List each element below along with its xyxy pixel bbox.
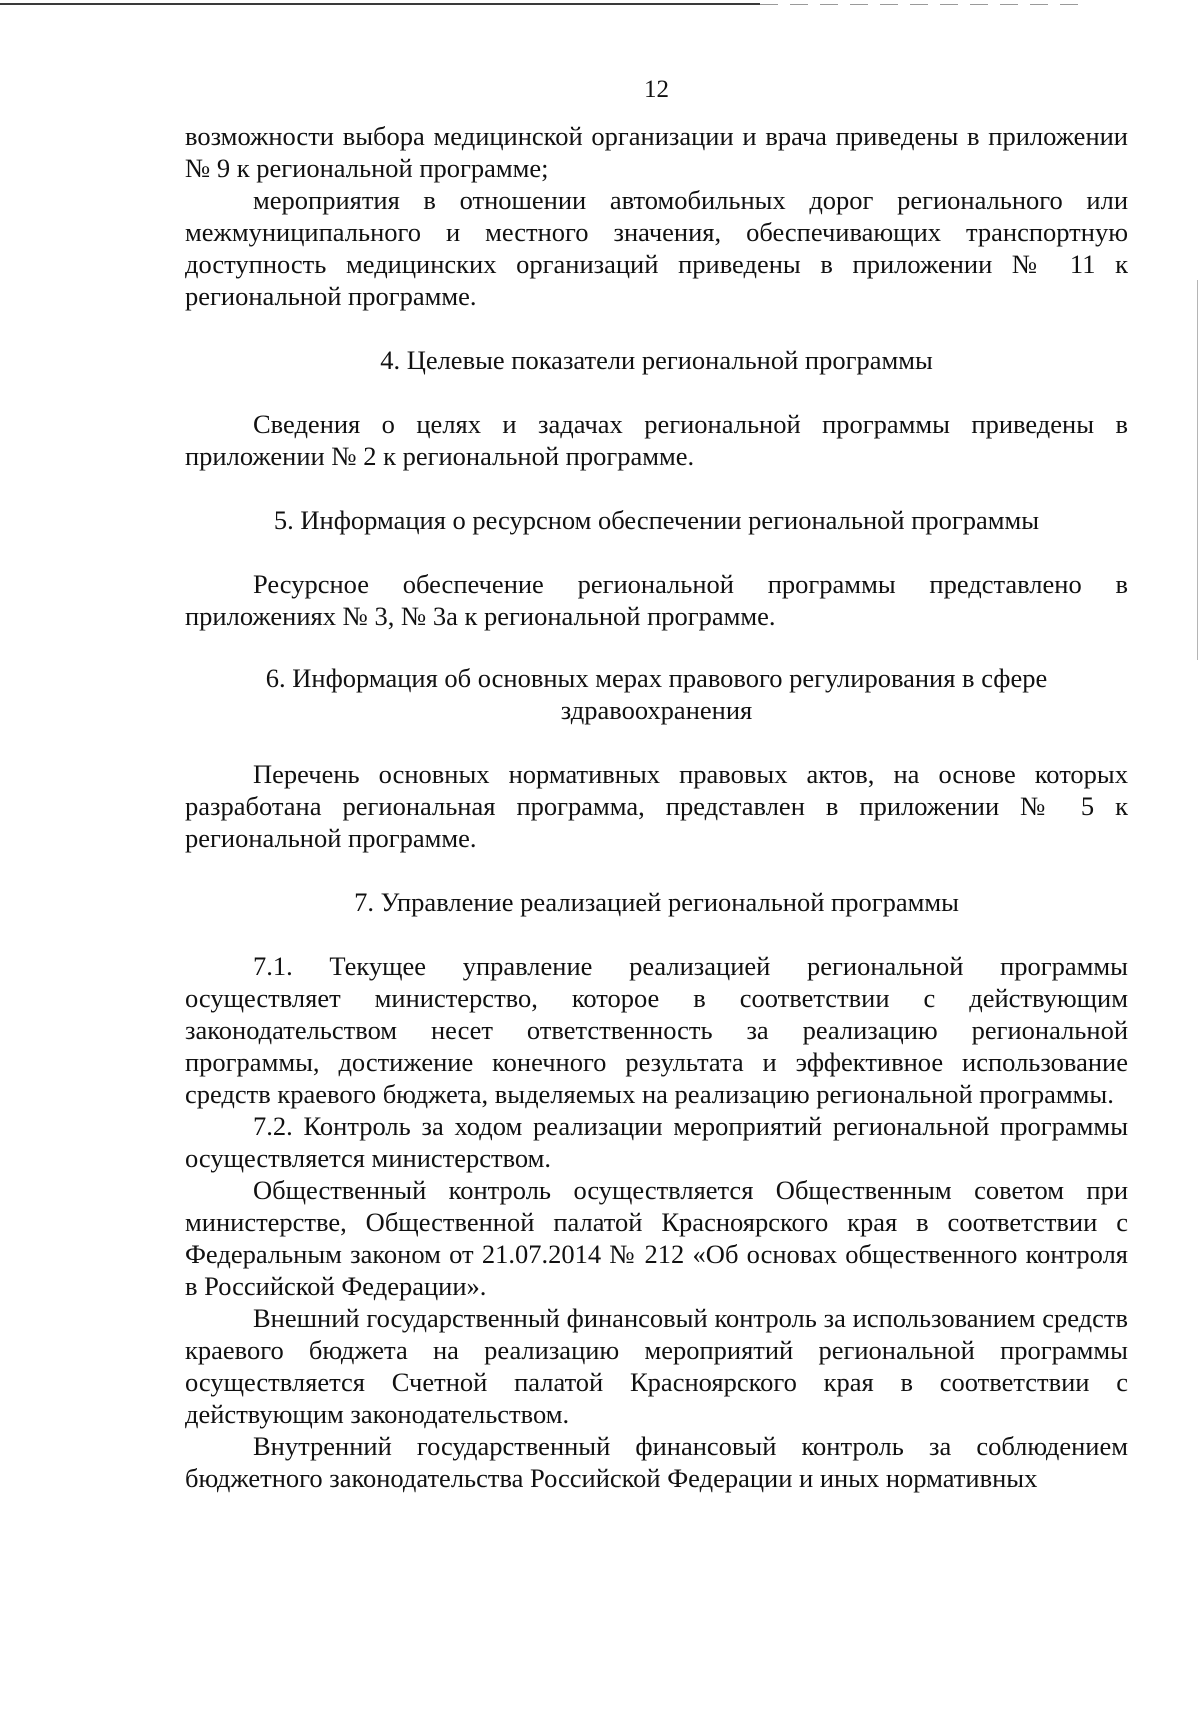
paragraph-roads: мероприятия в отношении автомобильных дорог регионального или межмуниципального и местного значения, обеспечивающих транспортную доступность медицинских организаций приведены в приложении № 11 к региональной программе. xyxy=(185,185,1128,311)
paragraph-internal-control: Внутренний государственный финансовый контроль за соблюдением бюджетного законодательства Российской Федерации и иных нормативных xyxy=(185,1431,1128,1493)
document-page xyxy=(185,70,1128,1494)
section-heading-7: 7. Управление реализацией региональной программы xyxy=(354,887,959,917)
paragraph-7-2: 7.2. Контроль за ходом реализации мероприятий региональной программы осуществляется министерством. xyxy=(185,1111,1128,1173)
section-heading-6 xyxy=(185,662,1128,726)
section-heading-6-line1: 6. Информация об основных мерах правового регулирования в сфере xyxy=(265,663,1048,693)
paragraph-resources: Ресурсное обеспечение региональной программы представлено в приложениях № 3, № 3а к региональной программе. xyxy=(185,569,1128,631)
paragraph-external-control: Внешний государственный финансовый контроль за использованием средств краевого бюджета на реализацию мероприятий региональной программы осуществляется Счетной палатой Красноярского края в соответствии с действующим законодательством. xyxy=(185,1303,1128,1429)
section-heading-5: 5. Информация о ресурсном обеспечении региональной программы xyxy=(273,505,1040,535)
scan-border-line-faint xyxy=(760,4,1090,5)
paragraph-goals: Сведения о целях и задачах региональной программы приведены в приложении № 2 к региональной программе. xyxy=(185,409,1128,471)
section-heading-4: 4. Целевые показатели региональной программы xyxy=(380,345,933,375)
page-number: 12 xyxy=(644,76,669,103)
paragraph-7-1: 7.1. Текущее управление реализацией региональной программы осуществляет министерство, которое в соответствии с действующим законодательством несет ответственность за реализацию региональной программы, достижение конечного результата и эффективное использование средств краевого бюджета, выделяемых на реализацию региональной программы. xyxy=(185,951,1128,1109)
paragraph-medical-choice: возможности выбора медицинской организации и врача приведены в приложении № 9 к региональной программе; xyxy=(185,121,1128,183)
section-heading-6-line2: здравоохранения xyxy=(560,695,753,725)
scan-edge-shadow xyxy=(1197,280,1198,660)
paragraph-legal-acts: Перечень основных нормативных правовых актов, на основе которых разработана региональная программа, представлен в приложении № 5 к региональной программе. xyxy=(185,759,1128,853)
paragraph-public-control: Общественный контроль осуществляется Общественным советом при министерстве, Общественной палатой Красноярского края в соответствии с Федеральным законом от 21.07.2014 № 212 «Об основах общественного контроля в Российской Федерации». xyxy=(185,1175,1128,1301)
scan-border-line xyxy=(0,3,760,5)
